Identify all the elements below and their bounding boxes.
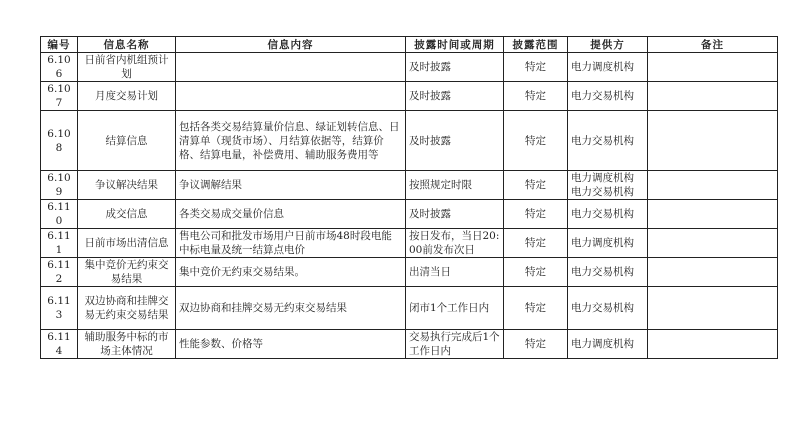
header-remark: 备注 bbox=[648, 37, 778, 53]
row-info-content: 售电公司和批发市场用户日前市场48时段电能中标电量及统一结算点电价 bbox=[176, 229, 406, 258]
row-number: 6.109 bbox=[41, 171, 78, 200]
row-info-content: 集中竞价无约束交易结果。 bbox=[176, 258, 406, 287]
row-info-content bbox=[176, 53, 406, 82]
table-row bbox=[41, 330, 778, 359]
row-disclosure-scope: 特定 bbox=[504, 111, 568, 171]
row-remark bbox=[648, 111, 778, 171]
row-info-name: 双边协商和挂牌交易无约束交易结果 bbox=[78, 287, 176, 330]
table-row bbox=[41, 111, 778, 171]
row-disclosure-time: 出清当日 bbox=[406, 258, 504, 287]
row-info-content: 包括各类交易结算量价信息、绿证划转信息、日清算单（现货市场）、月结算依据等，结算价格、结算电量，补偿费用、辅助服务费用等 bbox=[176, 111, 406, 171]
row-disclosure-scope: 特定 bbox=[504, 330, 568, 359]
row-remark bbox=[648, 82, 778, 111]
row-disclosure-time: 及时披露 bbox=[406, 53, 504, 82]
row-provider: 电力调度机构 bbox=[568, 330, 648, 359]
disclosure-table bbox=[40, 36, 778, 359]
table-row bbox=[41, 200, 778, 229]
row-disclosure-time: 闭市1个工作日内 bbox=[406, 287, 504, 330]
row-provider: 电力调度机构 电力交易机构 bbox=[568, 171, 648, 200]
row-remark bbox=[648, 258, 778, 287]
row-disclosure-time: 按照规定时限 bbox=[406, 171, 504, 200]
row-disclosure-scope: 特定 bbox=[504, 258, 568, 287]
row-info-content: 性能参数、价格等 bbox=[176, 330, 406, 359]
row-remark bbox=[648, 287, 778, 330]
row-provider: 电力交易机构 bbox=[568, 287, 648, 330]
row-info-name: 日前省内机组预计划 bbox=[78, 53, 176, 82]
row-disclosure-scope: 特定 bbox=[504, 171, 568, 200]
table-row bbox=[41, 171, 778, 200]
header-number: 编号 bbox=[41, 37, 78, 53]
table-row bbox=[41, 258, 778, 287]
row-info-name: 月度交易计划 bbox=[78, 82, 176, 111]
row-provider: 电力交易机构 bbox=[568, 82, 648, 111]
row-disclosure-time: 及时披露 bbox=[406, 111, 504, 171]
header-disclosure-time: 披露时间或周期 bbox=[406, 37, 504, 53]
table-row bbox=[41, 82, 778, 111]
row-disclosure-time: 交易执行完成后1个工作日内 bbox=[406, 330, 504, 359]
table-row bbox=[41, 287, 778, 330]
row-number: 6.113 bbox=[41, 287, 78, 330]
table-row bbox=[41, 53, 778, 82]
row-disclosure-scope: 特定 bbox=[504, 229, 568, 258]
row-number: 6.112 bbox=[41, 258, 78, 287]
row-info-name: 争议解决结果 bbox=[78, 171, 176, 200]
header-info-name: 信息名称 bbox=[78, 37, 176, 53]
header-row bbox=[41, 37, 778, 53]
row-remark bbox=[648, 330, 778, 359]
row-remark bbox=[648, 200, 778, 229]
row-provider: 电力交易机构 bbox=[568, 200, 648, 229]
row-number: 6.106 bbox=[41, 53, 78, 82]
row-number: 6.111 bbox=[41, 229, 78, 258]
row-disclosure-scope: 特定 bbox=[504, 287, 568, 330]
row-remark bbox=[648, 53, 778, 82]
row-provider: 电力调度机构 bbox=[568, 229, 648, 258]
row-info-name: 集中竞价无约束交易结果 bbox=[78, 258, 176, 287]
row-remark bbox=[648, 229, 778, 258]
header-info-content: 信息内容 bbox=[176, 37, 406, 53]
row-info-content bbox=[176, 82, 406, 111]
row-number: 6.114 bbox=[41, 330, 78, 359]
row-info-name: 结算信息 bbox=[78, 111, 176, 171]
row-remark bbox=[648, 171, 778, 200]
row-disclosure-time: 按日发布，当日20:00前发布次日 bbox=[406, 229, 504, 258]
row-info-content: 各类交易成交量价信息 bbox=[176, 200, 406, 229]
row-number: 6.110 bbox=[41, 200, 78, 229]
row-info-name: 辅助服务中标的市场主体情况 bbox=[78, 330, 176, 359]
row-info-content: 争议调解结果 bbox=[176, 171, 406, 200]
row-provider: 电力调度机构 bbox=[568, 53, 648, 82]
row-disclosure-scope: 特定 bbox=[504, 82, 568, 111]
row-disclosure-time: 及时披露 bbox=[406, 82, 504, 111]
row-provider: 电力交易机构 bbox=[568, 111, 648, 171]
header-disclosure-scope: 披露范围 bbox=[504, 37, 568, 53]
header-provider: 提供方 bbox=[568, 37, 648, 53]
row-info-name: 成交信息 bbox=[78, 200, 176, 229]
row-number: 6.107 bbox=[41, 82, 78, 111]
row-info-name: 日前市场出清信息 bbox=[78, 229, 176, 258]
row-info-content: 双边协商和挂牌交易无约束交易结果 bbox=[176, 287, 406, 330]
row-provider: 电力交易机构 bbox=[568, 258, 648, 287]
row-number: 6.108 bbox=[41, 111, 78, 171]
row-disclosure-time: 及时披露 bbox=[406, 200, 504, 229]
row-disclosure-scope: 特定 bbox=[504, 53, 568, 82]
table-row bbox=[41, 229, 778, 258]
row-disclosure-scope: 特定 bbox=[504, 200, 568, 229]
